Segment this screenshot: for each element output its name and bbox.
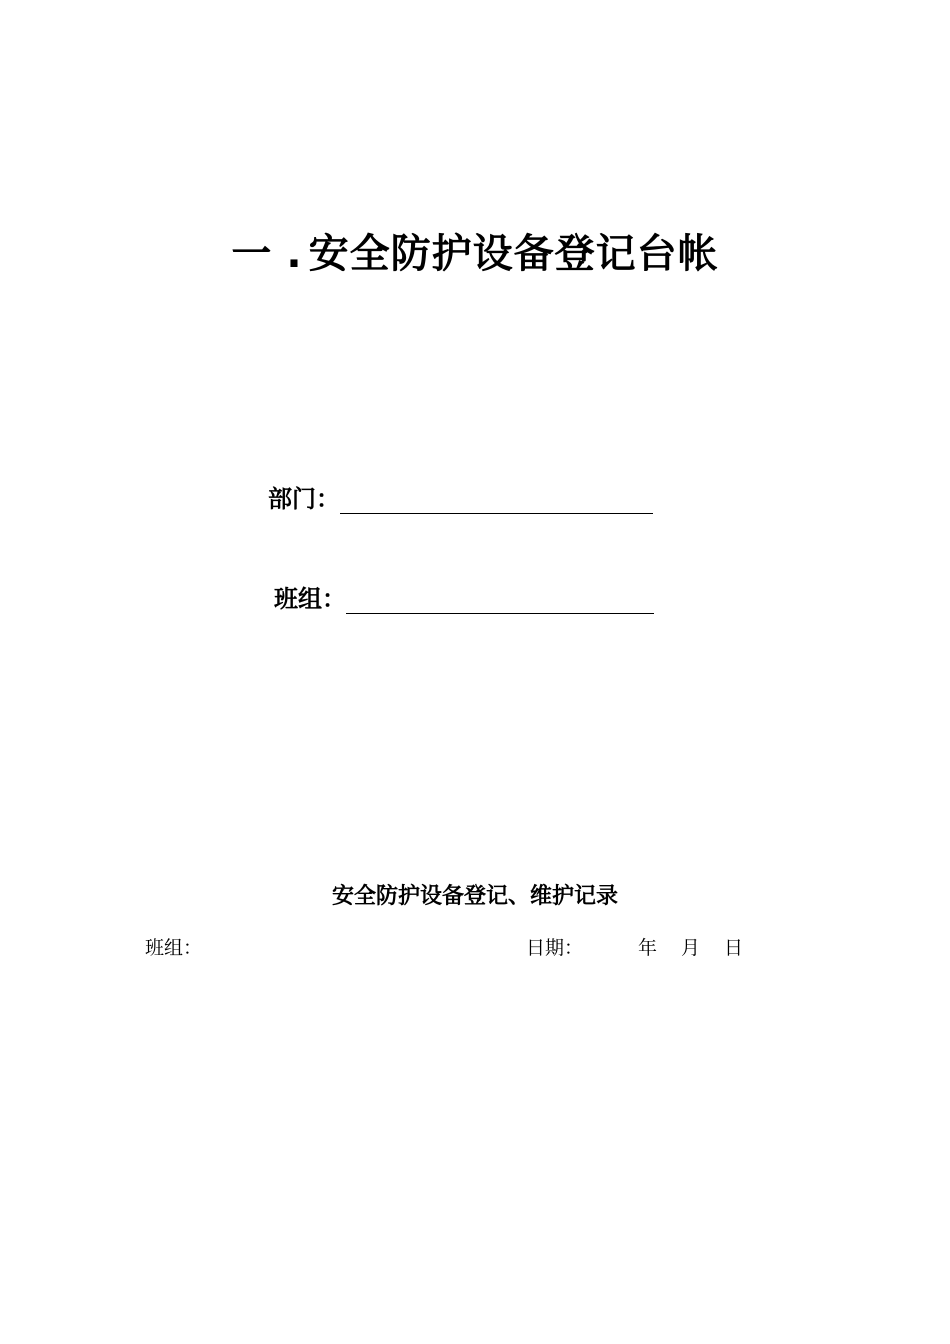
record-team-label: 班组： xyxy=(145,937,203,959)
title-prefix: 一 xyxy=(231,231,273,277)
team-blank-line[interactable] xyxy=(346,589,654,614)
team-label: 班组： xyxy=(274,585,346,613)
record-team xyxy=(145,934,202,962)
record-title: 安全防护设备登记、维护记录 xyxy=(331,884,618,909)
department-field xyxy=(268,484,653,514)
date-year-label: 年 xyxy=(638,937,658,959)
department-label: 部门： xyxy=(268,485,340,513)
team-field xyxy=(274,584,654,614)
record-date-label: 日期： xyxy=(526,937,584,959)
page-title xyxy=(0,226,950,282)
department-blank-line[interactable] xyxy=(340,489,653,514)
record-date xyxy=(526,934,743,962)
title-dot: . xyxy=(286,231,303,277)
title-main: 安全防护设备登记台帐 xyxy=(308,231,719,277)
date-day-label: 日 xyxy=(724,937,744,959)
date-month-label: 月 xyxy=(681,937,701,959)
